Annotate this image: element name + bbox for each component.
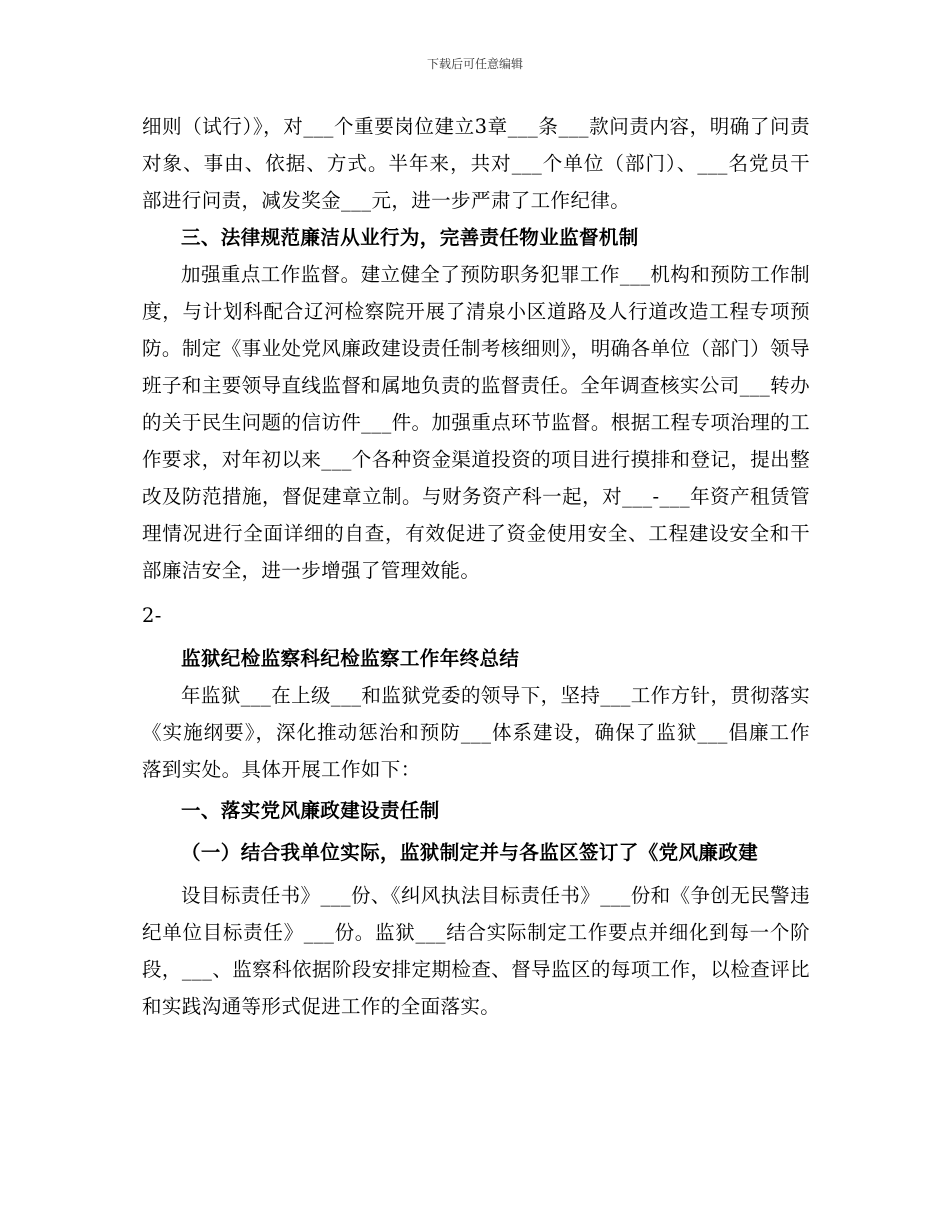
paragraph-intro: 年监狱___在上级___和监狱党委的领导下，坚持___工作方针，贯彻落实《实施纲要》，深化推动惩治和预防___体系建设，确保了监狱___倡廉工作落到实处。具体开展工作如下： (142, 684, 810, 781)
paragraph-responsibility: 设目标责任书》___份、《纠风执法目标责任书》___份和《争创无民警违纪单位目标责任》___份。监狱___结合实际制定工作要点并细化到每一个阶段，___、监察科依据阶段安排定期检查、督导监区的每项工作，以检查评比和实践沟通等形式促进工作的全面落实。 (142, 884, 810, 1018)
section-heading-3: 三、法律规范廉洁从业行为，完善责任物业监督机制 (181, 226, 639, 249)
page-header: 下载后可任意编辑 (426, 57, 523, 71)
section-heading-1: 一、落实党风廉政建设责任制 (181, 799, 440, 822)
paragraph-supervision: 加强重点工作监督。建立健全了预防职务犯罪工作___机构和预防工作制度，与计划科配合辽河检察院开展了清泉小区道路及人行道改造工程专项预防。制定《事业处党风廉政建设责任制考核细则》，明确各单位（部门）领导班子和主要领导直线监督和属地负责的监督责任。全年调查核实公司___转办的关于民生问题的信访件___件。加强重点环节监督。根据工程专项治理的工作要求，对年初以来___个各种资金渠道投资的项目进行摸排和登记，提出整改及防范措施，督促建章立制。与财务资产科一起，对___-___年资产租赁管理情况进行全面详细的自查，有效促进了资金使用安全、工程建设安全和干部廉洁安全，进一步增强了管理效能。 (142, 263, 810, 582)
paragraph-continuation: 细则（试行）》，对___个重要岗位建立3章___条___款问责内容，明确了问责对象、事由、依据、方式。半年来，共对___个单位（部门）、___名党员干部进行问责，减发奖金___元，进一步严肃了工作纪律。 (142, 115, 810, 212)
document-title: 监狱纪检监察科纪检监察工作年终总结 (181, 647, 520, 670)
page-number: 2- (142, 604, 162, 627)
document-body (142, 108, 810, 1025)
subsection-heading-1: （一）结合我单位实际，监狱制定并与各监区签订了《党风廉政建 (181, 841, 759, 864)
